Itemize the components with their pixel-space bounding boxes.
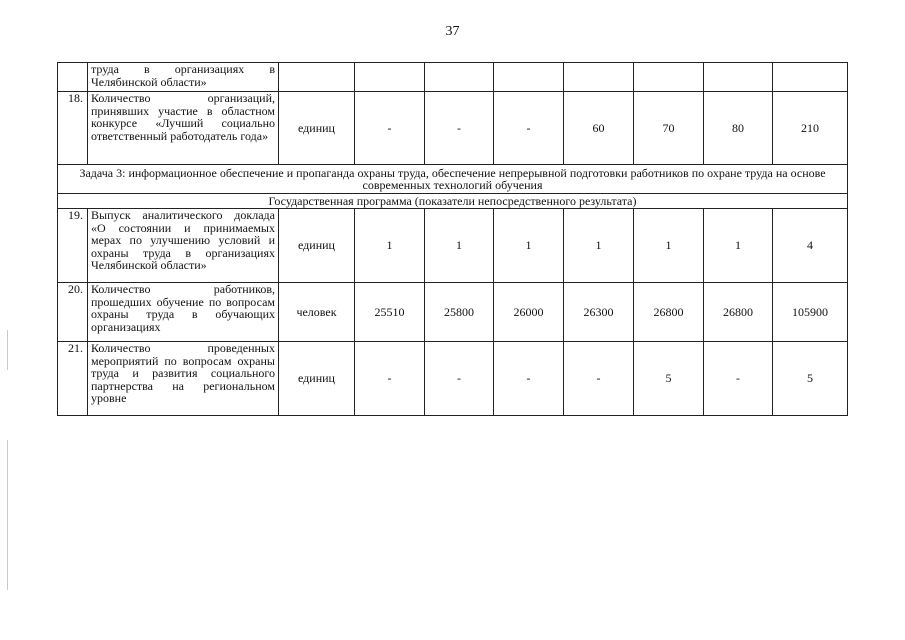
program-row	[58, 194, 848, 209]
indicators-table	[57, 62, 848, 416]
value-cell: 80	[704, 92, 773, 165]
indicator-name: Выпуск аналитического доклада «О состоянии и принимаемых мерах по улучшению условий и охраны труда в организациях Челябинской области»	[88, 209, 279, 283]
value-cell	[425, 63, 494, 92]
value-cell: 1	[494, 209, 564, 283]
value-cell: 1	[704, 209, 773, 283]
table-row-continuation	[58, 63, 848, 92]
value-cell: -	[355, 342, 425, 416]
task-heading: Задача 3: информационное обеспечение и пропаганда охраны труда, обеспечение непрерывной подготовки работников по охране труда на основе современных технологий обучения	[58, 165, 848, 194]
value-cell: -	[704, 342, 773, 416]
table-row-18	[58, 92, 848, 165]
value-cell: -	[355, 92, 425, 165]
value-cell: 105900	[773, 283, 848, 342]
value-cell	[773, 63, 848, 92]
value-cell: 4	[773, 209, 848, 283]
unit-cell: единиц	[279, 92, 355, 165]
value-cell	[634, 63, 704, 92]
table-row-19	[58, 209, 848, 283]
unit-cell	[279, 63, 355, 92]
table-row-21	[58, 342, 848, 416]
scan-margin-mark	[7, 330, 8, 370]
value-cell: 26300	[564, 283, 634, 342]
value-cell: 1	[634, 209, 704, 283]
row-number: 21.	[58, 342, 88, 416]
indicator-name: Количество работников, прошедших обучение по вопросам охраны труда в обучающих организациях	[88, 283, 279, 342]
indicator-name: Количество проведенных мероприятий по вопросам охраны труда и развития социального партнерства на региональном уровне	[88, 342, 279, 416]
scan-margin-mark	[7, 440, 8, 590]
value-cell: 1	[425, 209, 494, 283]
indicator-name: Количество организаций, принявших участие в областном конкурсе «Лучший социально ответственный работодатель года»	[88, 92, 279, 165]
row-number	[58, 63, 88, 92]
value-cell: 210	[773, 92, 848, 165]
value-cell: 5	[773, 342, 848, 416]
value-cell: -	[564, 342, 634, 416]
value-cell	[355, 63, 425, 92]
unit-cell: человек	[279, 283, 355, 342]
value-cell: 1	[355, 209, 425, 283]
row-number: 18.	[58, 92, 88, 165]
value-cell	[494, 63, 564, 92]
indicator-name: труда в организациях в Челябинской области»	[88, 63, 279, 92]
value-cell: 26000	[494, 283, 564, 342]
page-number: 37	[445, 24, 460, 39]
value-cell	[704, 63, 773, 92]
table-row-20	[58, 283, 848, 342]
value-cell: -	[494, 342, 564, 416]
value-cell: -	[425, 342, 494, 416]
row-number: 19.	[58, 209, 88, 283]
unit-cell: единиц	[279, 209, 355, 283]
program-heading: Государственная программа (показатели непосредственного результата)	[58, 194, 848, 209]
value-cell: -	[494, 92, 564, 165]
value-cell: 5	[634, 342, 704, 416]
value-cell: 60	[564, 92, 634, 165]
unit-cell: единиц	[279, 342, 355, 416]
value-cell: -	[425, 92, 494, 165]
value-cell: 70	[634, 92, 704, 165]
value-cell: 25510	[355, 283, 425, 342]
value-cell: 25800	[425, 283, 494, 342]
value-cell	[564, 63, 634, 92]
task-row	[58, 165, 848, 194]
value-cell: 26800	[704, 283, 773, 342]
value-cell: 26800	[634, 283, 704, 342]
row-number: 20.	[58, 283, 88, 342]
value-cell: 1	[564, 209, 634, 283]
